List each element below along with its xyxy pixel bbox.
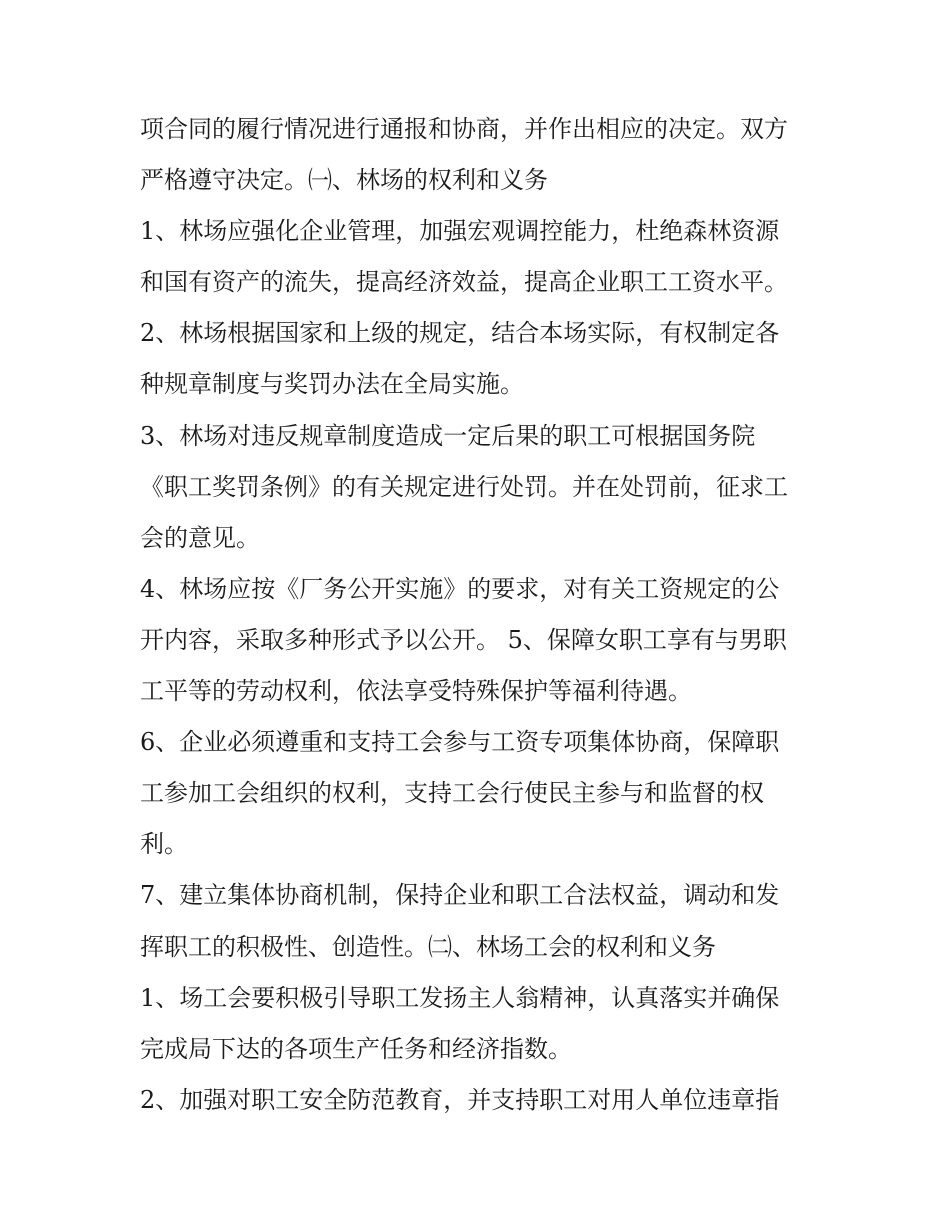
text-line-18: 1、场工会要积极引导职工发扬主人翁精神，认真落实并确保 [140,983,780,1012]
text-line-7: 3、林场对违反规章制度造成一定后果的职工可根据国务院 [140,421,756,450]
text-line-1: 项合同的履行情况进行通报和协商，并作出相应的决定。双方 [140,115,788,143]
text-line-10: 4、林场应按《厂务公开实施》的要求，对有关工资规定的公 [140,574,780,603]
text-line-20: 2、加强对职工安全防范教育，并支持职工对用人单位违章指 [140,1085,780,1114]
text-line-6: 种规章制度与奖罚办法在全局实施。 [140,370,524,399]
body-text [140,104,830,1126]
text-line-3: 1、林场应强化企业管理，加强宏观调控能力，杜绝森林资源 [140,217,780,246]
text-line-19: 完成局下达的各项生产任务和经济指数。 [140,1034,572,1063]
text-line-17: 挥职工的积极性、创造性。㈡、林场工会的权利和义务 [140,932,716,961]
text-line-4: 和国有资产的流失，提高经济效益，提高企业职工工资水平。 [140,268,788,297]
text-line-9: 会的意见。 [140,523,260,552]
text-line-5: 2、林场根据国家和上级的规定，结合本场实际，有权制定各 [140,319,780,348]
text-line-16: 7、建立集体协商机制，保持企业和职工合法权益，调动和发 [140,881,780,910]
text-line-14: 工参加工会组织的权利，支持工会行使民主参与和监督的权 [140,779,764,808]
text-line-15: 利。 [140,830,188,859]
text-line-13: 6、企业必须遵重和支持工会参与工资专项集体协商，保障职 [140,728,780,757]
text-line-8: 《职工奖罚条例》的有关规定进行处罚。并在处罚前，征求工 [140,472,788,501]
text-line-2: 严格遵守决定。㈠、林场的权利和义务 [140,166,548,195]
text-line-12: 工平等的劳动权利，依法享受特殊保护等福利待遇。 [140,677,692,706]
text-line-11: 开内容，采取多种形式予以公开。 5、保障女职工享有与男职 [140,625,787,654]
